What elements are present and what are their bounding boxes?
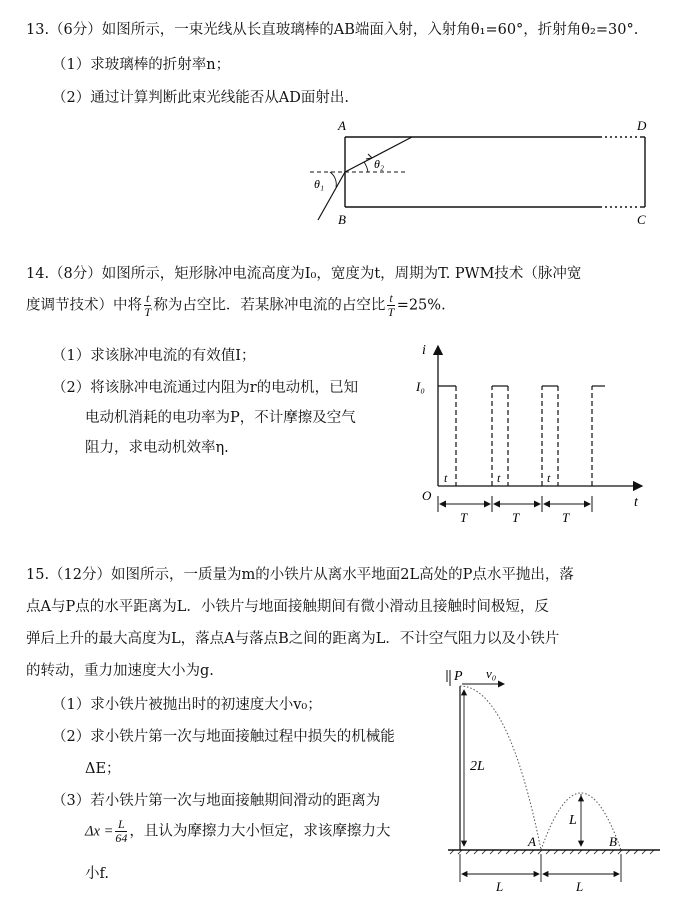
q15-sub3-line2 [85, 818, 390, 845]
q15-sub2-line2: ΔE； [85, 761, 121, 777]
label-v0: v₀ [486, 666, 497, 681]
q14-sub2-line2: 电动机消耗的电功率为P，不计摩擦及空气 [85, 410, 356, 426]
q13-stem: 13.（6分）如图所示，一束光线从长直玻璃棒的AB端面入射，入射角θ₁=60°，折射角θ₂=30°. [26, 22, 639, 38]
label-b: B [338, 212, 346, 227]
q14-text-c: =25%. [396, 297, 446, 314]
label-c: C [637, 212, 646, 227]
duty-cycle-fraction-2: $\frac{t}{T}$ [387, 291, 395, 319]
label-2l: 2L [470, 759, 485, 774]
label-d: D [637, 118, 647, 133]
label-distance-ab: L [576, 879, 584, 894]
q14-pulse-current-figure [410, 336, 650, 526]
q15-sub1: （1）求小铁片被抛出时的初速度大小v₀； [52, 697, 322, 713]
q14-sub1: （1）求该脉冲电流的有效值I； [52, 348, 256, 364]
label-origin: O [422, 488, 432, 503]
label-distance-pa: L [496, 879, 504, 894]
label-theta1: θ₁ [314, 177, 325, 191]
label-period-3: T [562, 510, 570, 525]
label-t-axis: t [634, 495, 638, 510]
q15-projectile-figure [428, 662, 668, 894]
label-i0: I₀ [416, 379, 425, 394]
label-a: A [528, 834, 536, 849]
pulse-train [438, 386, 605, 486]
label-b: B [609, 834, 617, 849]
q13-glass-rod-figure [300, 112, 670, 232]
q15-sub3-text: ，且认为摩擦力大小恒定，求该摩擦力大 [129, 823, 391, 840]
q13-sub1: （1）求玻璃棒的折射率n； [52, 57, 231, 73]
label-p: P [454, 669, 463, 684]
delta-x-label: Δx = [85, 823, 114, 840]
label-period-1: T [460, 510, 468, 525]
q15-sub3-line1: （3）若小铁片第一次与地面接触期间滑动的距离为 [52, 793, 381, 809]
q14-sub2-line3: 阻力，求电动机效率η. [85, 440, 229, 456]
duty-cycle-fraction-1: $\frac{t}{T}$ [144, 291, 152, 319]
q14-stem-line2 [26, 292, 446, 319]
q14-sub2-line1: （2）将该脉冲电流通过内阻为r的电动机，已知 [52, 380, 359, 396]
label-a: A [338, 118, 346, 133]
label-pulse-width-2: t [497, 471, 501, 485]
label-theta2: θ₂ [374, 157, 385, 171]
q15-stem-line4: 的转动，重力加速度大小为g. [26, 663, 214, 679]
q14-text-b: 称为占空比．若某脉冲电流的占空比 [153, 297, 386, 314]
q14-stem-line1: 14.（8分）如图所示，矩形脉冲电流高度为I₀，宽度为t，周期为T. PWM技术（脉冲宽 [26, 266, 582, 282]
delta-x-fraction: $\frac{L}{64}$ [115, 817, 128, 845]
label-pulse-width-1: t [444, 471, 448, 485]
q15-sub2-line1: （2）求小铁片第一次与地面接触过程中损失的机械能 [52, 729, 395, 745]
q13-sub2: （2）通过计算判断此束光线能否从AD面射出. [52, 90, 349, 106]
label-period-2: T [512, 510, 520, 525]
q15-sub3-line3: 小f. [85, 866, 109, 882]
label-i-axis: i [422, 343, 426, 358]
q15-stem-line1: 15.（12分）如图所示，一质量为m的小铁片从离水平地面2L高处的P点水平抛出，落 [26, 567, 574, 583]
label-bounce-height: L [569, 813, 577, 828]
label-pulse-width-3: t [547, 471, 551, 485]
q15-stem-line2: 点A与P点的水平距离为L．小铁片与地面接触期间有微小滑动且接触时间极短，反 [26, 599, 549, 615]
q15-stem-line3: 弹后上升的最大高度为L，落点A与落点B之间的距离为L．不计空气阻力以及小铁片 [26, 631, 560, 647]
q14-text-a: 度调节技术）中将 [26, 297, 142, 314]
